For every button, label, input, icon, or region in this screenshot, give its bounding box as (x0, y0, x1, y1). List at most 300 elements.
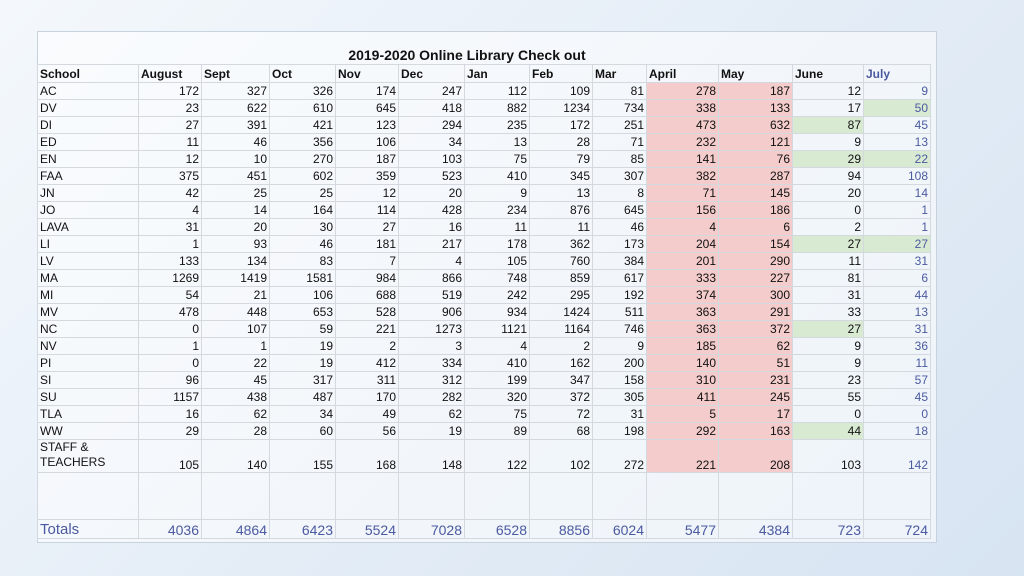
value-cell[interactable]: 602 (270, 168, 336, 185)
value-cell[interactable]: 170 (336, 389, 399, 406)
value-cell[interactable]: 1 (139, 236, 202, 253)
value-cell[interactable]: 242 (465, 287, 530, 304)
value-cell[interactable]: 1424 (530, 304, 593, 321)
value-cell[interactable]: 748 (465, 270, 530, 287)
total-cell[interactable]: 6423 (270, 520, 336, 539)
value-cell[interactable]: 172 (139, 83, 202, 100)
value-cell[interactable]: 13 (864, 304, 931, 321)
total-cell[interactable]: 5524 (336, 520, 399, 539)
empty-cell[interactable] (719, 473, 793, 520)
total-cell[interactable]: 7028 (399, 520, 465, 539)
school-cell[interactable] (38, 440, 139, 473)
value-cell[interactable]: 45 (864, 389, 931, 406)
value-cell[interactable]: 13 (864, 134, 931, 151)
value-cell[interactable]: 334 (399, 355, 465, 372)
value-cell[interactable]: 12 (139, 151, 202, 168)
value-cell[interactable]: 1269 (139, 270, 202, 287)
value-cell[interactable]: 201 (647, 253, 719, 270)
value-cell[interactable]: 31 (139, 219, 202, 236)
value-cell[interactable]: 158 (593, 372, 647, 389)
value-cell[interactable]: 50 (864, 100, 931, 117)
value-cell[interactable]: 59 (270, 321, 336, 338)
value-cell[interactable]: 20 (399, 185, 465, 202)
value-cell[interactable]: 320 (465, 389, 530, 406)
value-cell[interactable]: 882 (465, 100, 530, 117)
column-header[interactable]: Dec (399, 65, 465, 83)
value-cell[interactable]: 688 (336, 287, 399, 304)
value-cell[interactable]: 134 (202, 253, 270, 270)
value-cell[interactable]: 187 (336, 151, 399, 168)
value-cell[interactable]: 528 (336, 304, 399, 321)
value-cell[interactable]: 1581 (270, 270, 336, 287)
value-cell[interactable]: 108 (864, 168, 931, 185)
value-cell[interactable]: 36 (864, 338, 931, 355)
value-cell[interactable]: 14 (864, 185, 931, 202)
value-cell[interactable]: 391 (202, 117, 270, 134)
value-cell[interactable]: 181 (336, 236, 399, 253)
value-cell[interactable]: 49 (336, 406, 399, 423)
school-cell[interactable]: NC (38, 321, 139, 338)
value-cell[interactable]: 0 (139, 321, 202, 338)
value-cell[interactable]: 122 (465, 440, 530, 473)
value-cell[interactable]: 186 (719, 202, 793, 219)
value-cell[interactable]: 9 (593, 338, 647, 355)
value-cell[interactable]: 62 (719, 338, 793, 355)
total-cell[interactable]: 4384 (719, 520, 793, 539)
value-cell[interactable]: 22 (202, 355, 270, 372)
value-cell[interactable]: 14 (202, 202, 270, 219)
empty-cell[interactable] (593, 473, 647, 520)
value-cell[interactable]: 984 (336, 270, 399, 287)
value-cell[interactable]: 27 (139, 117, 202, 134)
value-cell[interactable]: 410 (465, 355, 530, 372)
value-cell[interactable]: 164 (270, 202, 336, 219)
value-cell[interactable]: 29 (793, 151, 864, 168)
value-cell[interactable]: 121 (719, 134, 793, 151)
value-cell[interactable]: 34 (399, 134, 465, 151)
value-cell[interactable]: 9 (793, 355, 864, 372)
value-cell[interactable]: 145 (719, 185, 793, 202)
value-cell[interactable]: 76 (719, 151, 793, 168)
value-cell[interactable]: 112 (465, 83, 530, 100)
value-cell[interactable]: 72 (530, 406, 593, 423)
value-cell[interactable]: 16 (399, 219, 465, 236)
value-cell[interactable]: 162 (530, 355, 593, 372)
value-cell[interactable]: 44 (793, 423, 864, 440)
value-cell[interactable]: 0 (864, 406, 931, 423)
value-cell[interactable]: 46 (270, 236, 336, 253)
value-cell[interactable]: 20 (202, 219, 270, 236)
totals-label[interactable]: Totals (38, 520, 139, 539)
value-cell[interactable]: 105 (139, 440, 202, 473)
value-cell[interactable]: 55 (793, 389, 864, 406)
value-cell[interactable]: 300 (719, 287, 793, 304)
column-header[interactable]: Mar (593, 65, 647, 83)
school-cell[interactable]: ED (38, 134, 139, 151)
value-cell[interactable]: 1234 (530, 100, 593, 117)
value-cell[interactable]: 7 (336, 253, 399, 270)
value-cell[interactable]: 33 (793, 304, 864, 321)
value-cell[interactable]: 272 (593, 440, 647, 473)
value-cell[interactable]: 523 (399, 168, 465, 185)
value-cell[interactable]: 610 (270, 100, 336, 117)
value-cell[interactable]: 345 (530, 168, 593, 185)
value-cell[interactable]: 16 (139, 406, 202, 423)
value-cell[interactable]: 22 (864, 151, 931, 168)
value-cell[interactable]: 187 (719, 83, 793, 100)
value-cell[interactable]: 333 (647, 270, 719, 287)
value-cell[interactable]: 307 (593, 168, 647, 185)
column-header[interactable]: Nov (336, 65, 399, 83)
column-header[interactable]: August (139, 65, 202, 83)
column-header[interactable]: School (38, 65, 139, 83)
value-cell[interactable]: 11 (139, 134, 202, 151)
empty-cell[interactable] (270, 473, 336, 520)
value-cell[interactable]: 81 (793, 270, 864, 287)
value-cell[interactable]: 282 (399, 389, 465, 406)
value-cell[interactable]: 278 (647, 83, 719, 100)
value-cell[interactable]: 232 (647, 134, 719, 151)
value-cell[interactable]: 1 (864, 202, 931, 219)
value-cell[interactable]: 311 (336, 372, 399, 389)
value-cell[interactable]: 34 (270, 406, 336, 423)
empty-cell[interactable] (38, 473, 139, 520)
value-cell[interactable]: 478 (139, 304, 202, 321)
column-header[interactable]: July (864, 65, 931, 83)
value-cell[interactable]: 46 (202, 134, 270, 151)
value-cell[interactable]: 511 (593, 304, 647, 321)
value-cell[interactable]: 0 (139, 355, 202, 372)
value-cell[interactable]: 294 (399, 117, 465, 134)
value-cell[interactable]: 11 (864, 355, 931, 372)
value-cell[interactable]: 292 (647, 423, 719, 440)
value-cell[interactable]: 4 (465, 338, 530, 355)
school-cell[interactable]: MV (38, 304, 139, 321)
column-header[interactable]: Sept (202, 65, 270, 83)
value-cell[interactable]: 18 (864, 423, 931, 440)
total-cell[interactable]: 723 (793, 520, 864, 539)
value-cell[interactable]: 412 (336, 355, 399, 372)
value-cell[interactable]: 89 (465, 423, 530, 440)
empty-cell[interactable] (139, 473, 202, 520)
value-cell[interactable]: 85 (593, 151, 647, 168)
value-cell[interactable]: 17 (719, 406, 793, 423)
value-cell[interactable]: 217 (399, 236, 465, 253)
value-cell[interactable]: 4 (647, 219, 719, 236)
value-cell[interactable]: 1 (139, 338, 202, 355)
value-cell[interactable]: 107 (202, 321, 270, 338)
value-cell[interactable]: 438 (202, 389, 270, 406)
value-cell[interactable]: 934 (465, 304, 530, 321)
value-cell[interactable]: 142 (864, 440, 931, 473)
total-cell[interactable]: 724 (864, 520, 931, 539)
school-cell[interactable]: FAA (38, 168, 139, 185)
value-cell[interactable]: 140 (202, 440, 270, 473)
value-cell[interactable]: 347 (530, 372, 593, 389)
value-cell[interactable]: 109 (530, 83, 593, 100)
column-header[interactable]: April (647, 65, 719, 83)
school-cell[interactable]: MI (38, 287, 139, 304)
value-cell[interactable]: 200 (593, 355, 647, 372)
value-cell[interactable]: 2 (336, 338, 399, 355)
value-cell[interactable]: 4 (399, 253, 465, 270)
value-cell[interactable]: 204 (647, 236, 719, 253)
value-cell[interactable]: 291 (719, 304, 793, 321)
value-cell[interactable]: 411 (647, 389, 719, 406)
empty-cell[interactable] (202, 473, 270, 520)
value-cell[interactable]: 372 (719, 321, 793, 338)
value-cell[interactable]: 93 (202, 236, 270, 253)
value-cell[interactable]: 57 (864, 372, 931, 389)
value-cell[interactable]: 2 (793, 219, 864, 236)
value-cell[interactable]: 114 (336, 202, 399, 219)
value-cell[interactable]: 156 (647, 202, 719, 219)
value-cell[interactable]: 96 (139, 372, 202, 389)
school-cell[interactable]: AC (38, 83, 139, 100)
value-cell[interactable]: 45 (864, 117, 931, 134)
total-cell[interactable]: 5477 (647, 520, 719, 539)
value-cell[interactable]: 102 (530, 440, 593, 473)
value-cell[interactable]: 6 (719, 219, 793, 236)
value-cell[interactable]: 123 (336, 117, 399, 134)
value-cell[interactable]: 2 (530, 338, 593, 355)
value-cell[interactable]: 251 (593, 117, 647, 134)
value-cell[interactable]: 75 (465, 406, 530, 423)
value-cell[interactable]: 79 (530, 151, 593, 168)
total-cell[interactable]: 8856 (530, 520, 593, 539)
value-cell[interactable]: 46 (593, 219, 647, 236)
empty-cell[interactable] (530, 473, 593, 520)
value-cell[interactable]: 428 (399, 202, 465, 219)
value-cell[interactable]: 734 (593, 100, 647, 117)
value-cell[interactable]: 19 (399, 423, 465, 440)
total-cell[interactable]: 6024 (593, 520, 647, 539)
school-cell[interactable]: LAVA (38, 219, 139, 236)
value-cell[interactable]: 1 (864, 219, 931, 236)
value-cell[interactable]: 363 (647, 321, 719, 338)
total-cell[interactable]: 6528 (465, 520, 530, 539)
school-cell[interactable]: EN (38, 151, 139, 168)
value-cell[interactable]: 473 (647, 117, 719, 134)
value-cell[interactable]: 106 (336, 134, 399, 151)
value-cell[interactable]: 327 (202, 83, 270, 100)
school-cell[interactable]: NV (38, 338, 139, 355)
value-cell[interactable]: 27 (864, 236, 931, 253)
school-cell[interactable]: WW (38, 423, 139, 440)
column-header[interactable]: June (793, 65, 864, 83)
value-cell[interactable]: 374 (647, 287, 719, 304)
value-cell[interactable]: 199 (465, 372, 530, 389)
school-cell[interactable]: LV (38, 253, 139, 270)
value-cell[interactable]: 56 (336, 423, 399, 440)
value-cell[interactable]: 231 (719, 372, 793, 389)
school-cell[interactable]: DV (38, 100, 139, 117)
value-cell[interactable]: 20 (793, 185, 864, 202)
value-cell[interactable]: 866 (399, 270, 465, 287)
empty-cell[interactable] (399, 473, 465, 520)
value-cell[interactable]: 105 (465, 253, 530, 270)
value-cell[interactable]: 71 (593, 134, 647, 151)
value-cell[interactable]: 4 (139, 202, 202, 219)
value-cell[interactable]: 75 (465, 151, 530, 168)
value-cell[interactable]: 356 (270, 134, 336, 151)
value-cell[interactable]: 384 (593, 253, 647, 270)
value-cell[interactable]: 71 (647, 185, 719, 202)
school-cell[interactable]: LI (38, 236, 139, 253)
school-cell[interactable]: JN (38, 185, 139, 202)
value-cell[interactable]: 29 (139, 423, 202, 440)
value-cell[interactable]: 1273 (399, 321, 465, 338)
value-cell[interactable]: 62 (202, 406, 270, 423)
school-cell[interactable]: SI (38, 372, 139, 389)
value-cell[interactable]: 133 (719, 100, 793, 117)
value-cell[interactable]: 27 (793, 321, 864, 338)
value-cell[interactable]: 859 (530, 270, 593, 287)
value-cell[interactable]: 221 (336, 321, 399, 338)
value-cell[interactable]: 25 (202, 185, 270, 202)
value-cell[interactable]: 192 (593, 287, 647, 304)
value-cell[interactable]: 362 (530, 236, 593, 253)
value-cell[interactable]: 12 (336, 185, 399, 202)
value-cell[interactable]: 227 (719, 270, 793, 287)
value-cell[interactable]: 8 (593, 185, 647, 202)
value-cell[interactable]: 1157 (139, 389, 202, 406)
value-cell[interactable]: 418 (399, 100, 465, 117)
value-cell[interactable]: 645 (336, 100, 399, 117)
value-cell[interactable]: 617 (593, 270, 647, 287)
value-cell[interactable]: 68 (530, 423, 593, 440)
school-cell[interactable]: JO (38, 202, 139, 219)
empty-cell[interactable] (793, 473, 864, 520)
value-cell[interactable]: 30 (270, 219, 336, 236)
value-cell[interactable]: 62 (399, 406, 465, 423)
value-cell[interactable]: 622 (202, 100, 270, 117)
value-cell[interactable]: 45 (202, 372, 270, 389)
value-cell[interactable]: 163 (719, 423, 793, 440)
value-cell[interactable]: 448 (202, 304, 270, 321)
value-cell[interactable]: 11 (530, 219, 593, 236)
value-cell[interactable]: 11 (465, 219, 530, 236)
empty-cell[interactable] (647, 473, 719, 520)
value-cell[interactable]: 155 (270, 440, 336, 473)
value-cell[interactable]: 54 (139, 287, 202, 304)
value-cell[interactable]: 270 (270, 151, 336, 168)
school-cell[interactable]: TLA (38, 406, 139, 423)
school-cell[interactable]: PI (38, 355, 139, 372)
value-cell[interactable]: 28 (202, 423, 270, 440)
value-cell[interactable]: 746 (593, 321, 647, 338)
value-cell[interactable]: 372 (530, 389, 593, 406)
value-cell[interactable]: 185 (647, 338, 719, 355)
value-cell[interactable]: 375 (139, 168, 202, 185)
value-cell[interactable]: 9 (793, 134, 864, 151)
value-cell[interactable]: 103 (793, 440, 864, 473)
value-cell[interactable]: 235 (465, 117, 530, 134)
value-cell[interactable]: 208 (719, 440, 793, 473)
value-cell[interactable]: 312 (399, 372, 465, 389)
value-cell[interactable]: 12 (793, 83, 864, 100)
value-cell[interactable]: 94 (793, 168, 864, 185)
value-cell[interactable]: 1164 (530, 321, 593, 338)
value-cell[interactable]: 305 (593, 389, 647, 406)
value-cell[interactable]: 178 (465, 236, 530, 253)
value-cell[interactable]: 382 (647, 168, 719, 185)
value-cell[interactable]: 198 (593, 423, 647, 440)
value-cell[interactable]: 487 (270, 389, 336, 406)
value-cell[interactable]: 28 (530, 134, 593, 151)
value-cell[interactable]: 0 (793, 406, 864, 423)
empty-cell[interactable] (336, 473, 399, 520)
value-cell[interactable]: 81 (593, 83, 647, 100)
value-cell[interactable]: 11 (793, 253, 864, 270)
value-cell[interactable]: 141 (647, 151, 719, 168)
value-cell[interactable]: 103 (399, 151, 465, 168)
value-cell[interactable]: 326 (270, 83, 336, 100)
value-cell[interactable]: 234 (465, 202, 530, 219)
value-cell[interactable]: 168 (336, 440, 399, 473)
value-cell[interactable]: 245 (719, 389, 793, 406)
value-cell[interactable]: 174 (336, 83, 399, 100)
column-header[interactable]: Oct (270, 65, 336, 83)
value-cell[interactable]: 9 (864, 83, 931, 100)
value-cell[interactable]: 421 (270, 117, 336, 134)
value-cell[interactable]: 653 (270, 304, 336, 321)
value-cell[interactable]: 23 (139, 100, 202, 117)
value-cell[interactable]: 451 (202, 168, 270, 185)
value-cell[interactable]: 290 (719, 253, 793, 270)
empty-cell[interactable] (465, 473, 530, 520)
value-cell[interactable]: 295 (530, 287, 593, 304)
value-cell[interactable]: 10 (202, 151, 270, 168)
value-cell[interactable]: 44 (864, 287, 931, 304)
value-cell[interactable]: 42 (139, 185, 202, 202)
value-cell[interactable]: 760 (530, 253, 593, 270)
value-cell[interactable]: 19 (270, 355, 336, 372)
value-cell[interactable]: 173 (593, 236, 647, 253)
value-cell[interactable]: 0 (793, 202, 864, 219)
value-cell[interactable]: 31 (864, 253, 931, 270)
value-cell[interactable]: 133 (139, 253, 202, 270)
value-cell[interactable]: 876 (530, 202, 593, 219)
value-cell[interactable]: 21 (202, 287, 270, 304)
value-cell[interactable]: 359 (336, 168, 399, 185)
value-cell[interactable]: 9 (793, 338, 864, 355)
value-cell[interactable]: 5 (647, 406, 719, 423)
value-cell[interactable]: 106 (270, 287, 336, 304)
value-cell[interactable]: 1 (202, 338, 270, 355)
value-cell[interactable]: 172 (530, 117, 593, 134)
value-cell[interactable]: 51 (719, 355, 793, 372)
school-cell[interactable]: MA (38, 270, 139, 287)
value-cell[interactable]: 221 (647, 440, 719, 473)
total-cell[interactable]: 4864 (202, 520, 270, 539)
value-cell[interactable]: 13 (530, 185, 593, 202)
school-cell[interactable]: SU (38, 389, 139, 406)
value-cell[interactable]: 9 (465, 185, 530, 202)
value-cell[interactable]: 287 (719, 168, 793, 185)
school-cell[interactable]: DI (38, 117, 139, 134)
value-cell[interactable]: 31 (593, 406, 647, 423)
value-cell[interactable]: 60 (270, 423, 336, 440)
empty-cell[interactable] (864, 473, 931, 520)
value-cell[interactable]: 310 (647, 372, 719, 389)
value-cell[interactable]: 363 (647, 304, 719, 321)
value-cell[interactable]: 410 (465, 168, 530, 185)
total-cell[interactable]: 4036 (139, 520, 202, 539)
value-cell[interactable]: 140 (647, 355, 719, 372)
value-cell[interactable]: 83 (270, 253, 336, 270)
value-cell[interactable]: 317 (270, 372, 336, 389)
